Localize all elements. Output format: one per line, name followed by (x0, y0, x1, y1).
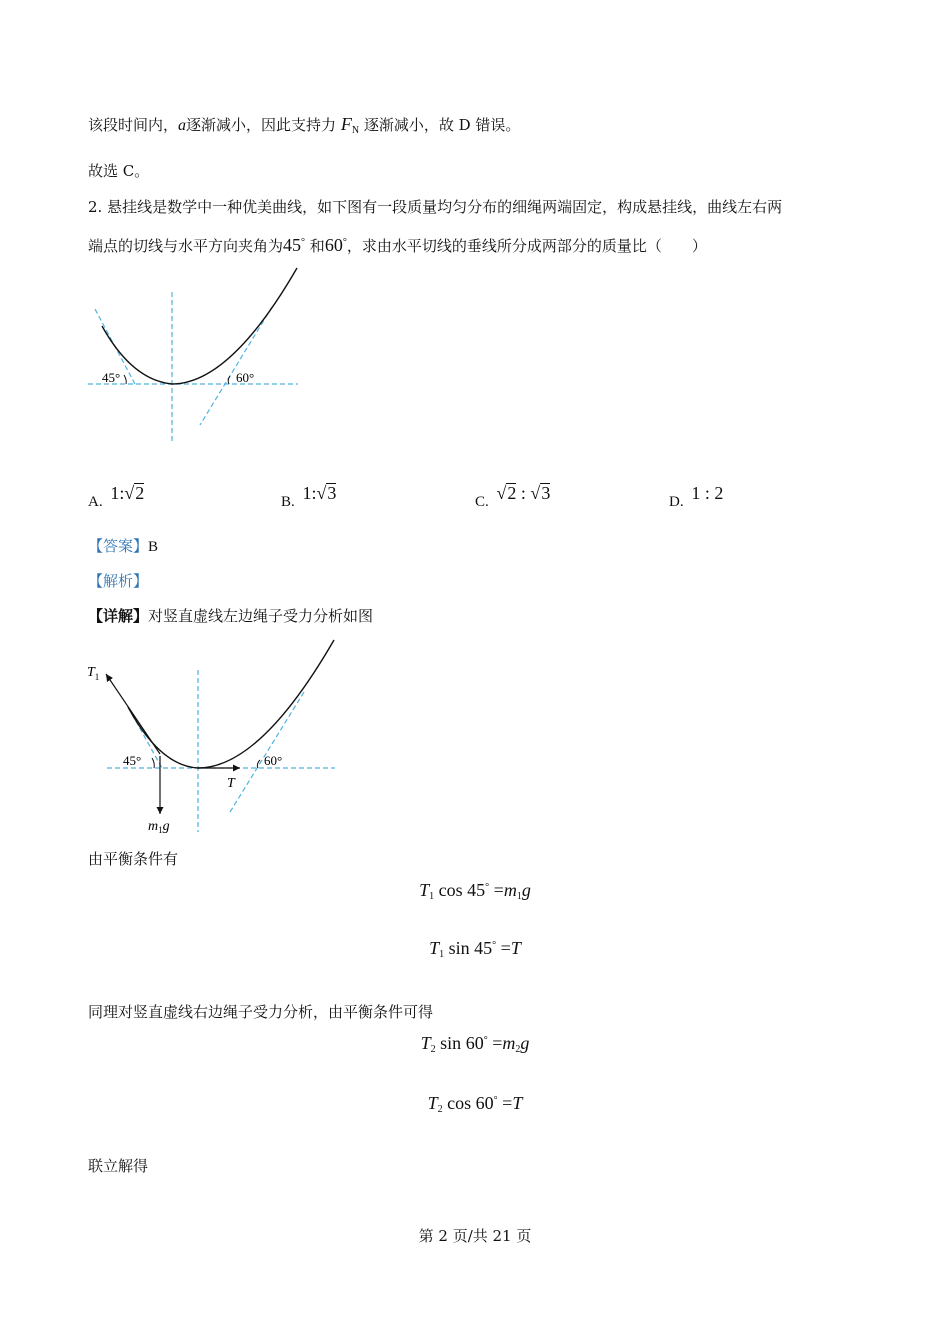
equation-1: $T_1$ $\cos 45^\circ =m_1g$ (419, 880, 531, 902)
angle-label-left: 45° (123, 753, 142, 768)
option-a[interactable]: A. 1:√2 (88, 483, 145, 510)
question-line-1: 2. 悬挂线是数学中一种优美曲线，如下图有一段质量均匀分布的细绳两端固定，构成悬挂线，曲线左右两 (88, 198, 783, 216)
equilibrium-intro-2: 同理对竖直虚线右边绳子受力分析，由平衡条件可得 (88, 1003, 434, 1021)
label-t: T (227, 776, 235, 791)
answer-line: 【答案】B (88, 537, 159, 555)
angle-arc-left (124, 375, 126, 384)
angle-arc-left (152, 758, 154, 768)
force-symbol: $F_N$ (340, 114, 360, 136)
label-m1g: $m_1g$ (148, 819, 170, 835)
angle-label-left: 45° (102, 370, 121, 385)
angle-label-right: 60° (264, 753, 283, 768)
prev-line-1: 该段时间内，a逐渐减小，因此支持力 $F_N$ 逐渐减小，故 D 错误。 (88, 114, 521, 136)
option-d[interactable]: D. 1 : 2 (669, 483, 724, 510)
equation-3: $T_2$ $\sin 60^\circ =m_2g$ (420, 1033, 530, 1055)
page-footer: 第 2 页/共 21 页 (418, 1227, 532, 1245)
force-diagram (80, 632, 350, 842)
conclusion-line: 联立解得 (88, 1157, 149, 1175)
catenary-curve (128, 640, 334, 768)
equation-2: $T_1$ sin 45° =T (429, 938, 521, 960)
tension-arrow-t1 (106, 674, 160, 754)
right-tangent-line (230, 692, 304, 812)
detail-line: 【详解】对竖直虚线左边绳子受力分析如图 (88, 607, 374, 625)
option-b[interactable]: B. 1:√3 (281, 483, 337, 510)
equilibrium-intro-1: 由平衡条件有 (88, 850, 179, 868)
label-t1: $T_1$ (87, 665, 100, 682)
prev-line-2: 故选 C。 (88, 162, 150, 180)
equation-4: $T_2$ cos 60° =T (427, 1093, 523, 1115)
question-line-2: 端点的切线与水平方向夹角为45° 和60°，求由水平切线的垂线所分成两部分的质量比（ ） (88, 235, 707, 255)
right-tangent-line (200, 307, 272, 425)
angle-label-right: 60° (236, 370, 255, 385)
option-c[interactable]: C. √2 : √3 (475, 483, 551, 510)
catenary-curve (102, 268, 297, 384)
analysis-tag: 【解析】 (88, 572, 149, 590)
catenary-figure (80, 262, 320, 452)
